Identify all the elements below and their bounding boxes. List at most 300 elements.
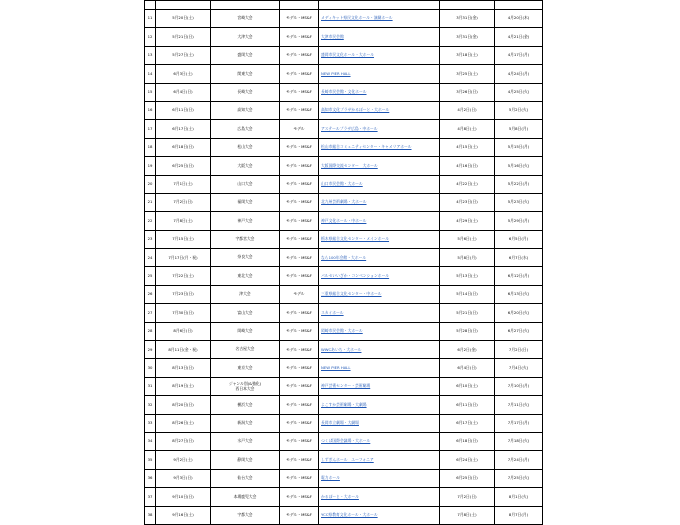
event-date-cell	[156, 65, 211, 83]
event-name-cell	[211, 267, 280, 285]
row-number: 12	[147, 33, 153, 39]
row-number: 25	[147, 272, 153, 278]
table-row	[145, 230, 543, 248]
event-name-cell	[211, 322, 280, 340]
entry-open-date-cell	[440, 10, 495, 28]
row-number-cell	[145, 28, 156, 46]
entry-open-date: 6月25日(日)	[456, 475, 478, 481]
event-name-cell	[211, 414, 280, 432]
row-number-cell	[145, 506, 156, 524]
venue-link[interactable]: 神戸文化ホール・中ホール	[321, 217, 367, 223]
venue-link[interactable]: 松山市総合コミュニティセンター・キャメリアホール	[321, 144, 412, 150]
table-row	[145, 120, 543, 138]
venue-link[interactable]: アステールプラザ広島・中ホール	[321, 125, 378, 131]
venue-link[interactable]: YCC県教育文化ホール・大ホール	[321, 512, 378, 518]
event-date: 9月10日(日)	[172, 493, 194, 499]
row-number-cell	[145, 10, 156, 28]
row-number-cell	[145, 175, 156, 193]
venue-link[interactable]: 電力ホール	[321, 475, 340, 481]
event-date: 5月20日(土)	[172, 15, 194, 21]
venue-link[interactable]: よこすか芸術劇場・大劇場	[321, 401, 367, 407]
event-category-cell	[280, 83, 319, 101]
event-date: 8月19日(土)	[172, 383, 194, 389]
entry-close-date-cell	[495, 377, 543, 395]
venue-link-cell[interactable]	[319, 432, 440, 450]
event-category-cell	[280, 304, 319, 322]
event-category-cell	[280, 101, 319, 119]
venue-link[interactable]: スカイホール	[321, 309, 344, 315]
venue-link-cell[interactable]	[319, 285, 440, 303]
event-name: 大津大会	[237, 33, 253, 39]
entry-close-date-cell	[495, 396, 543, 414]
venue-link-cell[interactable]	[319, 359, 440, 377]
entry-open-date-cell	[440, 377, 495, 395]
entry-close-date-cell	[495, 83, 543, 101]
entry-open-date: 6月10日(土)	[456, 383, 478, 389]
venue-link[interactable]: 盛岡市民文化ホール・大ホール	[321, 52, 375, 58]
entry-close-date-cell	[495, 101, 543, 119]
entry-close-date: 7月18日(火)	[507, 438, 530, 444]
event-date: 5月27日(土)	[172, 52, 194, 58]
row-number: 36	[147, 475, 153, 481]
entry-close-date: 7月10日(月)	[507, 383, 530, 389]
event-category: モデル・MS&F	[286, 70, 312, 76]
event-name-cell	[211, 469, 280, 487]
event-name: 宇都宮大会	[235, 236, 255, 242]
row-number-cell	[145, 230, 156, 248]
row-number-cell	[145, 304, 156, 322]
event-name-cell	[211, 157, 280, 175]
row-number-cell	[145, 46, 156, 64]
entry-open-date-cell	[440, 432, 495, 450]
event-category: モデル・MS&F	[286, 52, 312, 58]
event-category-cell	[280, 193, 319, 211]
venue-link[interactable]: WWCあいち・大ホール	[321, 346, 362, 352]
venue-link[interactable]: 大阪国際交流センター 大ホール	[321, 162, 378, 168]
entry-close-date: 5月8日(月)	[508, 125, 529, 131]
entry-open-date-cell	[440, 469, 495, 487]
row-number: 34	[147, 438, 153, 444]
event-name-cell	[211, 396, 280, 414]
event-category: モデル・MS&F	[286, 217, 312, 223]
event-name: 長崎大会	[237, 88, 253, 94]
table-row	[145, 304, 543, 322]
row-number-cell	[145, 469, 156, 487]
entry-open-date-cell	[440, 359, 495, 377]
venue-link-cell[interactable]	[319, 469, 440, 487]
event-category: モデル・MS&F	[286, 272, 312, 278]
event-name: 宇都大会	[237, 511, 253, 517]
venue-link[interactable]: しずぎんホール ユーフォニア	[321, 456, 374, 462]
table-row	[145, 506, 543, 524]
venue-link-cell[interactable]	[319, 322, 440, 340]
entry-close-date: 5月15日(月)	[507, 144, 530, 150]
entry-open-date-cell	[440, 230, 495, 248]
entry-close-date: 7月2日(日)	[508, 346, 529, 352]
entry-open-date: 4月15日(土)	[456, 144, 478, 150]
event-category: モデル・MS&F	[286, 162, 312, 168]
event-name-cell	[211, 120, 280, 138]
venue-link[interactable]: 北九州芸術劇場・大ホール	[321, 199, 367, 205]
entry-close-date-cell	[495, 341, 543, 359]
venue-link-cell[interactable]	[319, 28, 440, 46]
venue-link-cell[interactable]	[319, 249, 440, 267]
venue-link-cell[interactable]	[319, 488, 440, 506]
entry-close-date: 5月2日(火)	[508, 107, 529, 113]
venue-link-cell[interactable]	[319, 212, 440, 230]
event-category: モデル・MS&F	[286, 438, 312, 444]
row-number: 27	[147, 309, 153, 315]
entry-close-date-cell	[495, 212, 543, 230]
entry-open-date-cell	[440, 28, 495, 46]
event-name: 横浜大会	[237, 401, 253, 407]
entry-close-date: 5月22日(月)	[507, 181, 530, 186]
row-number-cell	[145, 193, 156, 211]
row-number-cell	[145, 138, 156, 156]
event-name-cell	[211, 285, 280, 303]
venue-link[interactable]: 長岡市立劇場・大劇場	[321, 420, 359, 426]
event-date-cell	[156, 432, 211, 450]
entry-close-date: 8月1日(火)	[508, 493, 529, 499]
venue-link[interactable]: 三重県総合文化センター・中ホール	[321, 291, 382, 297]
table-row	[145, 193, 543, 211]
entry-close-date: 7月17日(月)	[507, 420, 530, 426]
row-number-cell	[145, 377, 156, 395]
table-row	[145, 101, 543, 119]
event-name: 盛岡大会	[237, 52, 253, 58]
event-name: 岡崎大会	[237, 328, 253, 334]
row-number: 29	[147, 346, 153, 352]
entry-open-date: 3月25日(土)	[456, 70, 478, 76]
entry-close-date: 4月20日(木)	[507, 15, 530, 21]
event-category-cell	[280, 267, 319, 285]
event-category: モデル・MS&F	[286, 512, 312, 518]
event-date-cell	[156, 341, 211, 359]
entry-open-date-cell	[440, 65, 495, 83]
event-date: 6月18日(日)	[172, 144, 194, 150]
event-name: 広島大会	[237, 125, 253, 131]
venue-link[interactable]: かるぽーと・大ホール	[321, 493, 359, 499]
event-date: 8月11日(金・祝)	[168, 346, 198, 352]
event-name-cell	[211, 101, 280, 119]
event-date: 7月8日(土)	[173, 217, 193, 223]
row-number-cell	[145, 396, 156, 414]
venue-link-cell[interactable]	[319, 157, 440, 175]
event-category: モデル・MS&F	[286, 401, 312, 407]
event-name-cell	[211, 432, 280, 450]
event-date-cell	[156, 285, 211, 303]
entry-close-date-cell	[495, 451, 543, 469]
row-number: 14	[147, 70, 153, 76]
event-date-cell	[156, 212, 211, 230]
venue-link-cell[interactable]	[319, 414, 440, 432]
event-date: 6月17日(土)	[172, 125, 194, 131]
table-row	[145, 341, 543, 359]
row-number: 16	[147, 107, 153, 113]
schedule-sheet	[144, 0, 530, 518]
event-date-cell	[156, 414, 211, 432]
entry-open-date: 7月2日(日)	[457, 493, 477, 499]
entry-close-date: 4月17日(月)	[507, 52, 530, 58]
event-name: 山口大会	[237, 180, 253, 186]
event-name-cell	[211, 341, 280, 359]
event-date: 5月21日(日)	[172, 33, 194, 39]
event-name-cell	[211, 488, 280, 506]
entry-open-date-cell	[440, 285, 495, 303]
row-number: 11	[147, 15, 153, 21]
event-category-cell	[280, 212, 319, 230]
table-row	[145, 249, 543, 267]
row-number: 30	[147, 364, 153, 370]
event-date-cell	[156, 28, 211, 46]
entry-close-date: 6月27日(火)	[507, 328, 530, 334]
entry-close-date-cell	[495, 304, 543, 322]
venue-link-cell[interactable]	[319, 230, 440, 248]
event-category-cell	[280, 414, 319, 432]
event-name: 静岡大会	[237, 456, 253, 462]
event-category-cell	[280, 157, 319, 175]
event-date: 8月6日(日)	[173, 328, 193, 334]
entry-close-date-cell	[495, 28, 543, 46]
row-number: 13	[147, 52, 153, 58]
entry-close-date: 4月24日(月)	[507, 70, 530, 76]
event-category: モデル・MS&F	[286, 475, 312, 481]
entry-close-date: 8月7日(月)	[508, 512, 529, 518]
entry-close-date-cell	[495, 506, 543, 524]
event-date-cell	[156, 469, 211, 487]
event-name-cell	[211, 506, 280, 524]
venue-link[interactable]: なら100年会館・大ホール	[321, 254, 367, 260]
entry-close-date-cell	[495, 193, 543, 211]
event-category-cell	[280, 488, 319, 506]
table-row	[145, 488, 543, 506]
event-name-cell	[211, 28, 280, 46]
venue-link-cell[interactable]	[319, 10, 440, 28]
table-row	[145, 285, 543, 303]
event-category-cell	[280, 469, 319, 487]
event-category-cell	[280, 341, 319, 359]
event-category: モデル・MS&F	[286, 144, 312, 150]
venue-link[interactable]: 岡崎市民会館・大ホール	[321, 328, 363, 334]
event-name: 富山大会	[237, 309, 253, 315]
entry-open-date: 4月22日(土)	[456, 181, 478, 186]
table-row	[145, 83, 543, 101]
venue-link-cell[interactable]	[319, 65, 440, 83]
row-number-cell	[145, 359, 156, 377]
row-number: 19	[147, 162, 153, 168]
entry-open-date: 5月21日(日)	[456, 309, 478, 315]
event-name: 東北大会	[237, 272, 253, 278]
event-category-cell	[280, 322, 319, 340]
event-name: 新潟大会	[237, 419, 253, 425]
entry-open-date: 3月31日(金)	[456, 15, 478, 21]
entry-open-date: 4月16日(日)	[456, 162, 478, 168]
venue-link-cell[interactable]	[319, 193, 440, 211]
entry-open-date: 6月2日(金)	[457, 346, 477, 352]
entry-close-date: 6月13日(火)	[507, 291, 530, 297]
event-category: モデル・MS&F	[286, 15, 312, 21]
entry-close-date: 7月4日(火)	[508, 364, 529, 370]
row-number-cell	[145, 488, 156, 506]
event-date: 6月11日(日)	[172, 107, 194, 113]
venue-link-cell[interactable]	[319, 83, 440, 101]
event-category: モデル・MS&F	[286, 33, 312, 39]
entry-close-date: 6月20日(火)	[507, 309, 530, 315]
event-date-cell	[156, 157, 211, 175]
event-date: 8月20日(日)	[172, 401, 194, 407]
entry-open-date: 6月4日(日)	[457, 364, 477, 370]
entry-open-date-cell	[440, 322, 495, 340]
event-date-cell	[156, 506, 211, 524]
venue-link[interactable]: 長崎市民会館・文化ホール	[321, 89, 367, 95]
event-date-cell	[156, 267, 211, 285]
entry-open-date-cell	[440, 175, 495, 193]
venue-link[interactable]: 栃木県総合文化センター・メインホール	[321, 236, 390, 242]
event-category-cell	[280, 175, 319, 193]
venue-link-cell[interactable]	[319, 506, 440, 524]
entry-close-date: 5月23日(火)	[507, 199, 530, 205]
entry-close-date-cell	[495, 249, 543, 267]
event-category: モデル・MS&F	[286, 236, 312, 242]
event-name-cell	[211, 10, 280, 28]
entry-open-date: 5月13日(土)	[456, 272, 478, 278]
event-category-cell	[280, 230, 319, 248]
event-category: モデル・MS&F	[286, 254, 312, 260]
venue-link[interactable]: 神戸芸術センター・芸術劇場	[321, 383, 371, 389]
venue-link[interactable]: 大津市民会館	[321, 33, 344, 39]
event-date: 7月1日(土)	[173, 181, 193, 186]
entry-open-date-cell	[440, 120, 495, 138]
row-number-cell	[145, 249, 156, 267]
entry-close-date: 4月21日(金)	[507, 33, 530, 39]
venue-link-cell[interactable]	[319, 175, 440, 193]
event-date: 9月3日(日)	[173, 475, 193, 481]
venue-link[interactable]: つくば国際会議場・大ホール	[321, 438, 371, 444]
venue-link[interactable]: 高知市文化プラザかるぽーと・大ホール	[321, 107, 390, 113]
event-name: 神戸大会	[237, 217, 253, 223]
venue-link-cell[interactable]	[319, 46, 440, 64]
entry-close-date-cell	[495, 432, 543, 450]
event-date-cell	[156, 304, 211, 322]
event-date-cell	[156, 230, 211, 248]
row-number-cell	[145, 212, 156, 230]
table-row	[145, 414, 543, 432]
event-category-cell	[280, 28, 319, 46]
venue-link-cell[interactable]	[319, 101, 440, 119]
table-top-edge	[145, 1, 543, 10]
event-category: モデル・MS&F	[286, 383, 312, 389]
event-category: モデル・MS&F	[286, 493, 312, 499]
event-category: モデル・MS&F	[286, 346, 312, 352]
event-name-cell	[211, 83, 280, 101]
venue-link[interactable]: NEW PIER HALL	[321, 364, 351, 370]
row-number: 23	[147, 236, 153, 242]
table-row	[145, 267, 543, 285]
event-date-cell	[156, 193, 211, 211]
entry-open-date: 7月8日(土)	[457, 512, 477, 518]
row-number: 20	[147, 181, 153, 186]
row-number-cell	[145, 414, 156, 432]
entry-close-date-cell	[495, 175, 543, 193]
entry-close-date-cell	[495, 322, 543, 340]
event-category: モデル・MS&F	[286, 199, 312, 205]
event-category-cell	[280, 120, 319, 138]
event-category-cell	[280, 138, 319, 156]
entry-close-date-cell	[495, 469, 543, 487]
entry-open-date-cell	[440, 101, 495, 119]
venue-link-cell[interactable]	[319, 341, 440, 359]
event-name-cell	[211, 138, 280, 156]
event-name-cell	[211, 230, 280, 248]
venue-link-cell[interactable]	[319, 451, 440, 469]
row-number: 18	[147, 144, 153, 150]
row-number-cell	[145, 65, 156, 83]
venue-link-cell[interactable]	[319, 138, 440, 156]
entry-close-date-cell	[495, 65, 543, 83]
event-category-cell	[280, 249, 319, 267]
row-number: 24	[147, 254, 153, 260]
event-date-cell	[156, 175, 211, 193]
event-category: モデル・MS&F	[286, 364, 312, 370]
entry-close-date-cell	[495, 414, 543, 432]
venue-link-cell[interactable]	[319, 377, 440, 395]
entry-open-date-cell	[440, 193, 495, 211]
entry-close-date-cell	[495, 120, 543, 138]
row-number: 28	[147, 328, 153, 334]
entry-open-date: 6月11日(日)	[456, 401, 478, 407]
entry-open-date: 6月17日(土)	[456, 420, 478, 426]
entry-open-date-cell	[440, 267, 495, 285]
event-category-cell	[280, 451, 319, 469]
event-date: 7月17日(月・祝)	[168, 254, 198, 260]
event-date-cell	[156, 359, 211, 377]
entry-open-date: 5月28日(日)	[456, 328, 478, 334]
event-category-cell	[280, 10, 319, 28]
row-number-cell	[145, 101, 156, 119]
event-date: 6月25日(日)	[172, 162, 194, 168]
event-name: 高知大会	[237, 107, 253, 113]
event-category: モデル・MS&F	[286, 89, 312, 95]
event-category-cell	[280, 396, 319, 414]
table-row	[145, 432, 543, 450]
venue-link[interactable]: 山口市民会館・大ホール	[321, 181, 363, 186]
event-date: 9月16日(土)	[172, 512, 194, 518]
entry-open-date-cell	[440, 506, 495, 524]
venue-link-cell[interactable]	[319, 267, 440, 285]
event-name: 松山大会	[237, 144, 253, 150]
event-category: モデル・MS&F	[286, 309, 312, 315]
row-number: 26	[147, 291, 153, 297]
event-date-cell	[156, 138, 211, 156]
event-name: 本場鹿児大会	[233, 493, 257, 499]
event-name: ジャンル別(&強化) 西日本大会	[228, 380, 262, 391]
venue-link-cell[interactable]	[319, 396, 440, 414]
event-date-cell	[156, 488, 211, 506]
venue-link-cell[interactable]	[319, 120, 440, 138]
row-number-cell	[145, 341, 156, 359]
entry-close-date: 7月25日(火)	[507, 475, 530, 481]
event-date-cell	[156, 83, 211, 101]
entry-open-date: 3月18日(土)	[456, 52, 478, 58]
row-number-cell	[145, 83, 156, 101]
venue-link[interactable]: メディキット県民文化ホール・演劇ホール	[321, 15, 393, 21]
event-date-cell	[156, 101, 211, 119]
venue-link[interactable]: NEW PIER HALL	[321, 70, 351, 76]
venue-link[interactable]: パルセいいざか・コンベンションホール	[321, 272, 390, 278]
row-number: 33	[147, 420, 153, 426]
entry-open-date: 5月14日(日)	[456, 291, 478, 297]
venue-link-cell[interactable]	[319, 304, 440, 322]
